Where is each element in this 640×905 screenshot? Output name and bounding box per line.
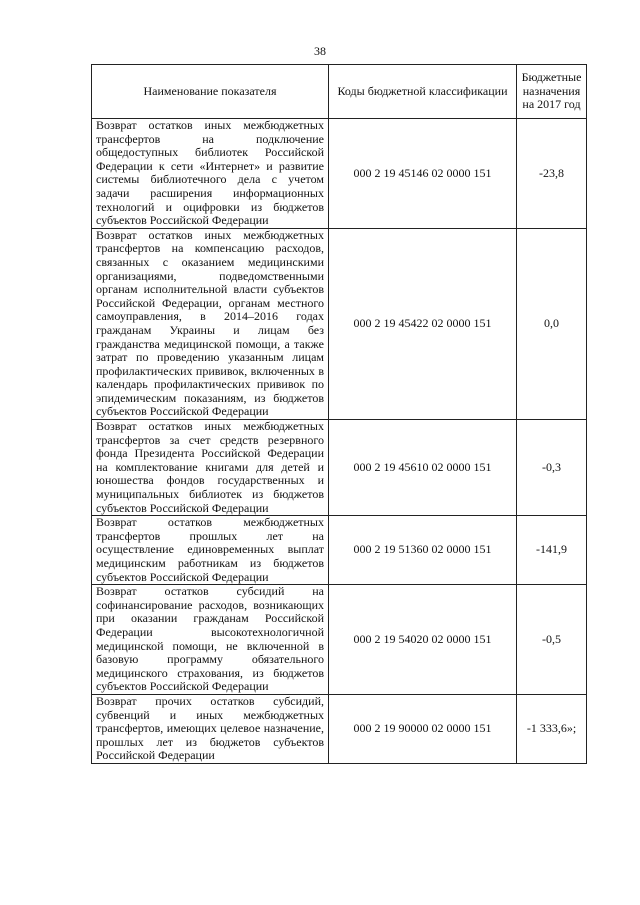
budget-table: [91, 64, 587, 764]
row-name: Возврат остатков иных межбюджетных трансфертов на подключение общедоступных библиотек Российской Федерации к сети «Интернет» и развитие системы библиотечного дела с учетом задачи расширения информационных технологий и оцифровки из бюджетов субъектов Российской Федерации: [92, 119, 329, 229]
table-row: [92, 119, 587, 229]
header-code: Коды бюджетной классификации: [329, 65, 517, 119]
table-row: [92, 228, 587, 419]
row-amount: -1 333,6»;: [517, 694, 587, 763]
header-amount: Бюджетные назначения на 2017 год: [517, 65, 587, 119]
row-code: 000 2 19 45422 02 0000 151: [329, 228, 517, 419]
table-row: [92, 694, 587, 763]
row-amount: -23,8: [517, 119, 587, 229]
row-name: Возврат прочих остатков субсидий, субвенций и иных межбюджетных трансфертов, имеющих целевое назначение, прошлых лет из бюджетов субъектов Российской Федерации: [92, 694, 329, 763]
row-amount: -141,9: [517, 516, 587, 585]
row-amount: 0,0: [517, 228, 587, 419]
row-code: 000 2 19 45610 02 0000 151: [329, 420, 517, 516]
row-code: 000 2 19 90000 02 0000 151: [329, 694, 517, 763]
row-amount: -0,5: [517, 585, 587, 695]
row-amount: -0,3: [517, 420, 587, 516]
table-header-row: [92, 65, 587, 119]
table-row: [92, 516, 587, 585]
page-number: 38: [314, 44, 326, 58]
row-name: Возврат остатков межбюджетных трансфертов прошлых лет на осуществление единовременных выплат медицинским работникам из бюджетов субъектов Российской Федерации: [92, 516, 329, 585]
row-code: 000 2 19 51360 02 0000 151: [329, 516, 517, 585]
row-name: Возврат остатков иных межбюджетных трансфертов на компенсацию расходов, связанных с оказанием медицинскими организациями, подведомственными органам исполнительной власти субъектов Российской Федерации, органам местного самоуправления, в 2014–2016 годах гражданам Украины и лицам без гражданства медицинской помощи, а также затрат по проведению указанным лицам профилактических прививок, включенных в календарь профилактических прививок по эпидемическим показаниям, из бюджетов субъектов Российской Федерации: [92, 228, 329, 419]
row-name: Возврат остатков субсидий на софинансирование расходов, возникающих при оказании гражданам Российской Федерации высокотехнологичной медицинской помощи, не включенной в базовую программу обязательного медицинского страхования, из бюджетов субъектов Российской Федерации: [92, 585, 329, 695]
table-row: [92, 585, 587, 695]
row-code: 000 2 19 45146 02 0000 151: [329, 119, 517, 229]
row-name: Возврат остатков иных межбюджетных трансфертов за счет средств резервного фонда Президента Российской Федерации на комплектование книгами для детей и юношества фондов государственных и муниципальных библиотек из бюджетов субъектов Российской Федерации: [92, 420, 329, 516]
row-code: 000 2 19 54020 02 0000 151: [329, 585, 517, 695]
header-name: Наименование показателя: [92, 65, 329, 119]
table-row: [92, 420, 587, 516]
